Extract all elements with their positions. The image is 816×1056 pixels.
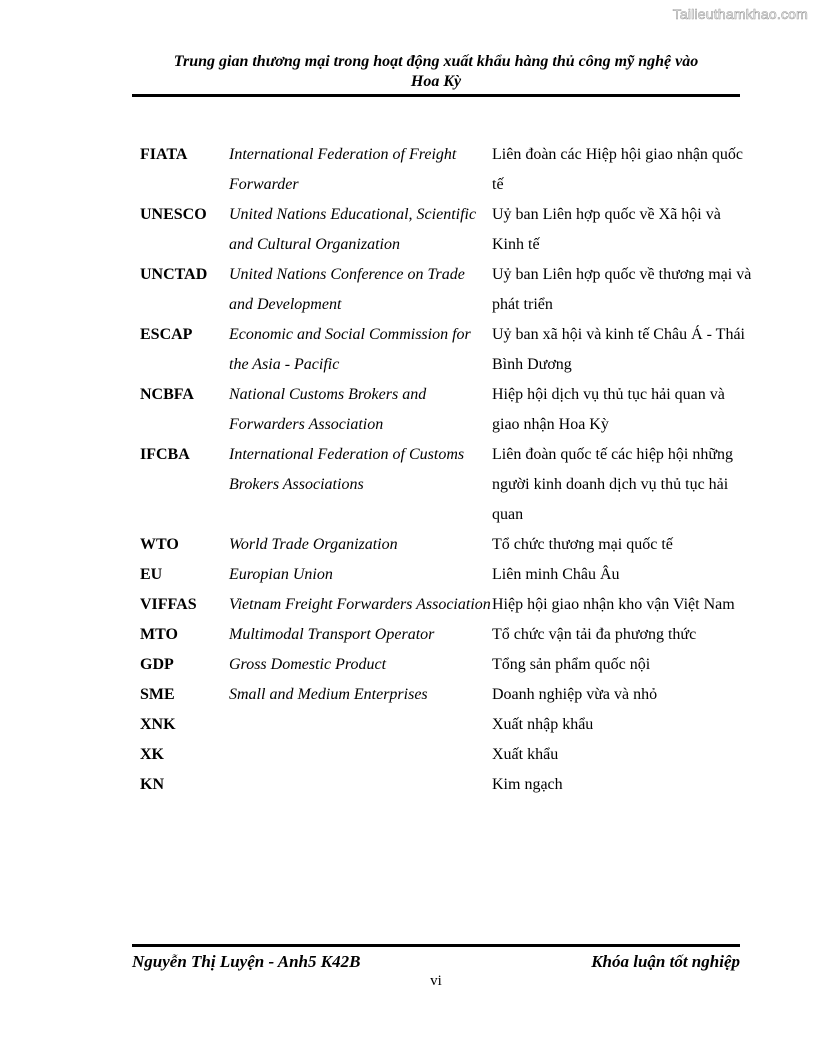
abbreviation-row	[140, 590, 752, 620]
english-name: Small and Medium Enterprises	[229, 686, 428, 703]
english-name: Multimodal Transport Operator	[229, 626, 435, 643]
footer-doc-type: Khóa luận tốt nghiệp	[591, 952, 740, 971]
vietnamese-name: Liên đoàn quốc tế các hiệp hội những người kinh doanh dịch vụ thủ tục hải quan	[492, 446, 734, 523]
vietnamese-name: Hiệp hội giao nhận kho vận Việt Nam	[492, 596, 735, 613]
english-name: National Customs Brokers and Forwarders Association	[229, 386, 427, 433]
english-name: World Trade Organization	[229, 536, 398, 553]
vietnamese-name: Xuất nhập khẩu	[492, 716, 594, 733]
abbreviation-row	[140, 560, 752, 590]
abbreviation-term: KN	[140, 776, 164, 793]
abbreviation-term: UNCTAD	[140, 266, 208, 283]
english-name	[229, 710, 492, 740]
vietnamese-name: Xuất khẩu	[492, 746, 559, 763]
abbreviation-row	[140, 620, 752, 650]
vietnamese-name: Uỷ ban Liên hợp quốc về thương mại và phát triển	[492, 266, 752, 313]
header-title-line-1: Trung gian thương mại trong hoạt động xuất khẩu hàng thủ công mỹ nghệ vào	[173, 53, 699, 70]
vietnamese-name: Tổ chức vận tải đa phương thức	[492, 626, 697, 643]
abbreviation-term: GDP	[140, 656, 174, 673]
header-title-line-2: Hoa Kỳ	[410, 73, 462, 90]
abbreviation-row	[140, 440, 752, 530]
page-header-title	[132, 52, 740, 92]
vietnamese-name: Uỷ ban Liên hợp quốc về Xã hội và Kinh tế	[492, 206, 721, 253]
english-name: Europian Union	[229, 566, 333, 583]
vietnamese-name: Tổng sản phẩm quốc nội	[492, 656, 651, 673]
vietnamese-name: Hiệp hội dịch vụ thủ tục hải quan và giao nhận Hoa Kỳ	[492, 386, 725, 433]
abbreviation-row	[140, 710, 752, 740]
abbreviation-term: NCBFA	[140, 386, 194, 403]
english-name: Vietnam Freight Forwarders Association	[229, 596, 491, 613]
abbreviation-term: MTO	[140, 626, 178, 643]
vietnamese-name: Uỷ ban xã hội và kinh tế Châu Á - Thái Bình Dương	[492, 326, 745, 373]
english-name: Gross Domestic Product	[229, 656, 387, 673]
abbreviation-row	[140, 200, 752, 260]
abbreviation-term: ESCAP	[140, 326, 193, 343]
header-divider	[132, 94, 740, 97]
vietnamese-name: Doanh nghiệp vừa và nhỏ	[492, 686, 658, 703]
english-name: International Federation of Freight Forwarder	[229, 146, 457, 193]
abbreviation-table-body	[140, 140, 752, 800]
abbreviation-term: IFCBA	[140, 446, 190, 463]
abbreviation-row	[140, 530, 752, 560]
abbreviation-term: XK	[140, 746, 164, 763]
abbreviation-term: WTO	[140, 536, 179, 553]
abbreviation-row	[140, 680, 752, 710]
abbreviation-term: SME	[140, 686, 175, 703]
abbreviation-row	[140, 140, 752, 200]
footer-author: Nguyễn Thị Luyện - Anh5 K42B	[132, 952, 361, 971]
abbreviation-term: VIFFAS	[140, 596, 197, 613]
page-number: vi	[430, 973, 442, 989]
english-name: United Nations Educational, Scientific and Cultural Organization	[229, 206, 477, 253]
abbreviation-row	[140, 770, 752, 800]
abbreviation-term: EU	[140, 566, 163, 583]
vietnamese-name: Liên minh Châu Âu	[492, 566, 620, 583]
vietnamese-name: Kim ngạch	[492, 776, 563, 793]
abbreviation-row	[140, 320, 752, 380]
abbreviation-row	[140, 740, 752, 770]
abbreviation-row	[140, 380, 752, 440]
english-name: Economic and Social Commission for the Asia - Pacific	[229, 326, 471, 373]
abbreviation-row	[140, 260, 752, 320]
abbreviation-term: UNESCO	[140, 206, 207, 223]
english-name: United Nations Conference on Trade and Development	[229, 266, 465, 313]
abbreviation-term: FIATA	[140, 146, 188, 163]
watermark: Tailieuthamkhao.com	[672, 6, 808, 22]
english-name: International Federation of Customs Brokers Associations	[229, 446, 465, 493]
abbreviation-table	[140, 140, 752, 800]
english-name	[229, 740, 492, 770]
vietnamese-name: Liên đoàn các Hiệp hội giao nhận quốc tế	[492, 146, 744, 193]
abbreviation-term: XNK	[140, 716, 176, 733]
footer-divider	[132, 944, 740, 947]
english-name	[229, 770, 492, 800]
vietnamese-name: Tổ chức thương mại quốc tế	[492, 536, 673, 553]
abbreviation-row	[140, 650, 752, 680]
